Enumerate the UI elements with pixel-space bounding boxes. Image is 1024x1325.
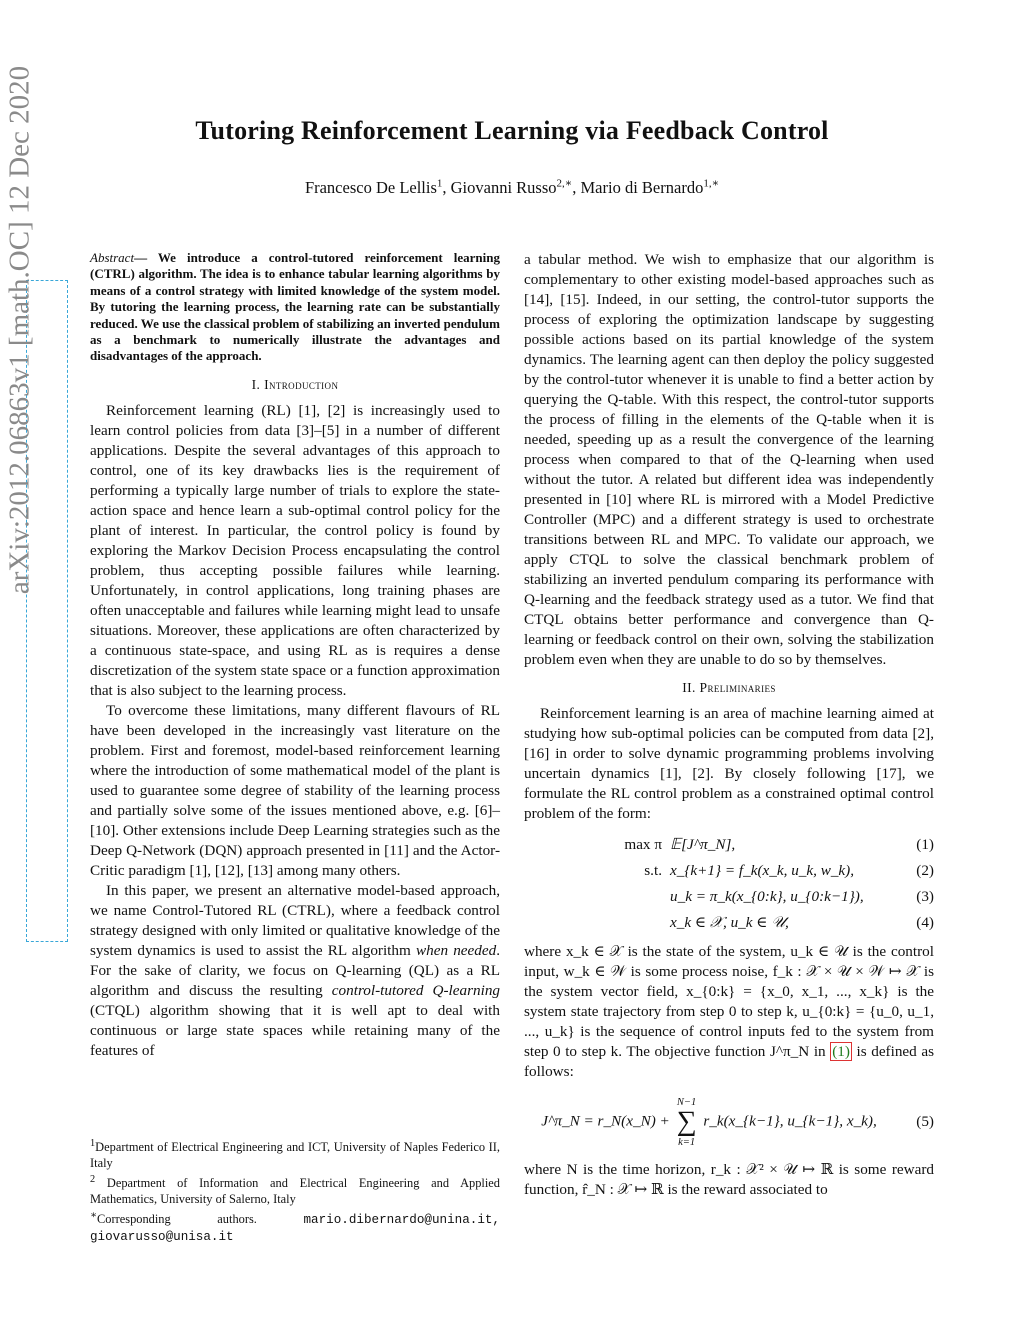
paragraph: Reinforcement learning is an area of machine learning aimed at studying how sub-optimal policies can be computed from data [2], [16] in order to solve dynamic programming problems involving uncertain dynamics [1], [2]. By closely following [17], we formulate the RL control problem as a constrained optimal control problem of the form: — [524, 705, 934, 822]
summation-lower-limit: k=1 — [678, 1137, 696, 1148]
equation-body: 𝔼[J^π_N], — [670, 836, 736, 853]
left-column — [90, 250, 500, 1061]
summation-upper-limit: N−1 — [676, 1097, 697, 1108]
paragraph-text: In this paper, we present an alternative model-based approach, we name Control-Tutored RL (CTRL), where a feedback control strategy designed with only limited or qualitative knowledge of the system dynamics is used to assist the RL algorithm — [90, 881, 500, 959]
footnote-mark: ∗ — [90, 1210, 98, 1222]
equation-2 — [524, 858, 934, 884]
equation-body: u_k = π_k(x_{0:k}, u_{0:k−1}), — [670, 888, 864, 905]
footnote-text: Department of Information and Electrical Engineering and Applied Mathematics, University of Salerno, Italy — [90, 1176, 500, 1206]
section-heading-preliminaries: II. Preliminaries — [682, 680, 776, 695]
paragraph: where N is the time horizon, r_k : 𝒳² × 𝒰 ↦ ℝ is some reward function, r̂_N : 𝒳 ↦ ℝ is the reward associated to — [524, 1161, 934, 1198]
equation-body — [524, 1095, 894, 1149]
equation-body: x_{k+1} = f_k(x_k, u_k, w_k), — [670, 862, 855, 879]
footnote-mark: 2 — [90, 1174, 96, 1186]
equation-number: (2) — [916, 862, 934, 879]
paragraph — [90, 881, 500, 1061]
paragraph-text: (CTQL) algorithm showing that it is well apt to deal with continuous or large state spaces while retaining many of the features of — [90, 1001, 500, 1059]
paragraph: Reinforcement learning (RL) [1], [2] is increasingly used to learn control policies from data [3]–[5] in a number of different applications. Despite the several advantages of this approach to control, one of its key drawbacks lies is the requirement of performing a typically large number of trials to explore the state-action space and hence learn a sub-optimal control policy for the plant of interest. In particular, the control policy is found by exploring the Markov Decision Process encapsulating the control problem, thus accepting possible failures while learning. Unfortunately, in control applications, long training phases are often unacceptable and failures while learning might lead to unsafe situations. Moreover, these applications are often characterized by a continuous state-space, and using RL as is requires a dense discretization of the system state space or a function approximation that is also subject to the learning process. — [90, 401, 500, 699]
paragraph-text: . For the sake of clarity, we focus on Q-learning (QL) as a RL algorithm and discuss the resulting — [90, 941, 501, 999]
equation-number: (4) — [916, 914, 934, 931]
section-heading-introduction: I. Introduction — [251, 376, 339, 392]
author-affiliation-mark: 1,∗ — [703, 177, 720, 190]
equation-lhs: J^π_N = r_N(x_N) + — [541, 1112, 670, 1130]
right-column — [524, 250, 934, 1200]
footnotes — [90, 1136, 500, 1246]
equation-number: (1) — [916, 836, 934, 853]
paper-title: Tutoring Reinforcement Learning via Feedback Control — [195, 116, 829, 145]
arxiv-identifier[interactable]: arXiv:2012.06863v1 [math.OC] 12 Dec 2020 — [3, 65, 36, 595]
author-name: Francesco De Lellis — [304, 178, 437, 197]
equation-block — [524, 832, 934, 936]
abstract-label: Abstract — [90, 250, 135, 265]
paragraph — [524, 942, 934, 1082]
paragraph: a tabular method. We wish to emphasize that our algorithm is complementary to other existing model-based approaches such as [14], [15]. Indeed, in our setting, the control-tutor supports the process of exploring the optimization landscape by suggesting possible actions based on its partial knowledge of the system dynamics. The learning agent can then deploy the policy suggested by the control-tutor whenever it is unable to find a better action by querying the Q-table. With this respect, the control-tutor supports the process of filling in the elements of the Q-table when it is needed, speeding up as a result the convergence of the learning process when compared to that of the Q-learning when used without the tutor. A related but different idea was independently presented in [10] where RL is mirrored with a Model Predictive Controller (MPC) and a different strategy is used to orchestrate transitions between RL and MPC. To validate our approach, we apply CTQL to solve the classical benchmark problem of stabilizing an inverted pendulum comparing its performance with Q-learning and the feedback strategy used as a tutor. We find that CTQL obtains better performance and convergence than Q-learning or feedback control on their own, solving the stabilization problem even when they are unable to do so by themselves. — [524, 251, 934, 668]
equation-operator: s.t. — [644, 862, 662, 879]
equation-body: x_k ∈ 𝒳, u_k ∈ 𝒰, — [670, 914, 789, 931]
author-affiliation-mark: 2,∗ — [556, 177, 573, 190]
paragraph-text: is defined as follows: — [524, 1043, 934, 1080]
equation-5 — [524, 1094, 934, 1150]
emphasis-text: control-tutored Q-learning — [331, 981, 501, 999]
author-name: Giovanni Russo — [450, 178, 557, 197]
equation-rhs: r_k(x_{k−1}, u_{k−1}, x_k), — [703, 1112, 877, 1130]
emphasis-text: when needed — [415, 941, 497, 959]
author-affiliation-mark: 1 — [436, 177, 443, 190]
equation-4 — [524, 910, 934, 936]
equation-number: (3) — [916, 888, 934, 905]
footnote-text: Corresponding authors. — [97, 1212, 304, 1227]
footnote-mark: 1 — [90, 1138, 96, 1149]
paragraph: To overcome these limitations, many different flavours of RL have been developed in the increasingly vast literature on the problem. First and foremost, model-based reinforcement learning where the introduction of some mathematical model of the plant is used to guarantee some degree of stability of the learning process and partially solve some of the issues mentioned above, e.g. [6]–[10]. Other extensions include Deep Learning strategies such as the Deep Q-Network (DQN) approach presented in [11] and the Actor-Critic paradigm [1], [12], [13] among many others. — [90, 701, 500, 879]
summation-symbol: N−1 ∑ k=1 — [676, 1097, 697, 1148]
equation-3 — [524, 884, 934, 910]
equation-number: (5) — [916, 1113, 934, 1130]
abstract — [90, 250, 500, 365]
equation-1 — [524, 832, 934, 858]
footnote-affiliation-1 — [90, 1136, 500, 1171]
equation-operator: max π — [624, 836, 662, 853]
abstract-text: — We introduce a control-tutored reinforcement learning (CTRL) algorithm. The idea is to enhance tabular learning algorithms by means of a control strategy with limited knowledge of the system model. By tutoring the learning process, the learning rate can be substantially reduced. We use the classical problem of stabilizing an inverted pendulum as a benchmark to numerically illustrate the advantages and disadvantages of the approach. — [90, 250, 500, 364]
footnote-affiliation-2 — [90, 1172, 500, 1207]
email-addresses[interactable]: mario.dibernardo@unina.it, giovarusso@unisa.it — [90, 1213, 500, 1244]
author-name: Mario di Bernardo — [580, 178, 704, 197]
footnote-corresponding — [90, 1208, 500, 1245]
equation-reference-link[interactable] — [830, 1042, 852, 1061]
footnote-text: Department of Electrical Engineering and ICT, University of Naples Federico II, Italy — [90, 1140, 500, 1170]
paragraph-text: where x_k ∈ 𝒳 is the state of the system, u_k ∈ 𝒰 is the control input, w_k ∈ 𝒲 is some process noise, f_k : 𝒳 × 𝒰 × 𝒲 ↦ 𝒳 is the system vector field, x_{0:k} = {x_0, x_1, ..., x_k} is the system state trajectory from step 0 to step k, u_{0:k} = {u_0, u_1, ..., u_k} is the sequence of control inputs fed to the system from step 0 to step k. The objective function J^π_N in — [524, 943, 934, 1060]
equation-reference-text[interactable]: (1) — [832, 1043, 850, 1060]
author-list: Francesco De Lellis$^1$, Giovanni Russo$^{2,∗}$, Mario di Bernardo$^{1,∗}$ — [304, 177, 720, 197]
